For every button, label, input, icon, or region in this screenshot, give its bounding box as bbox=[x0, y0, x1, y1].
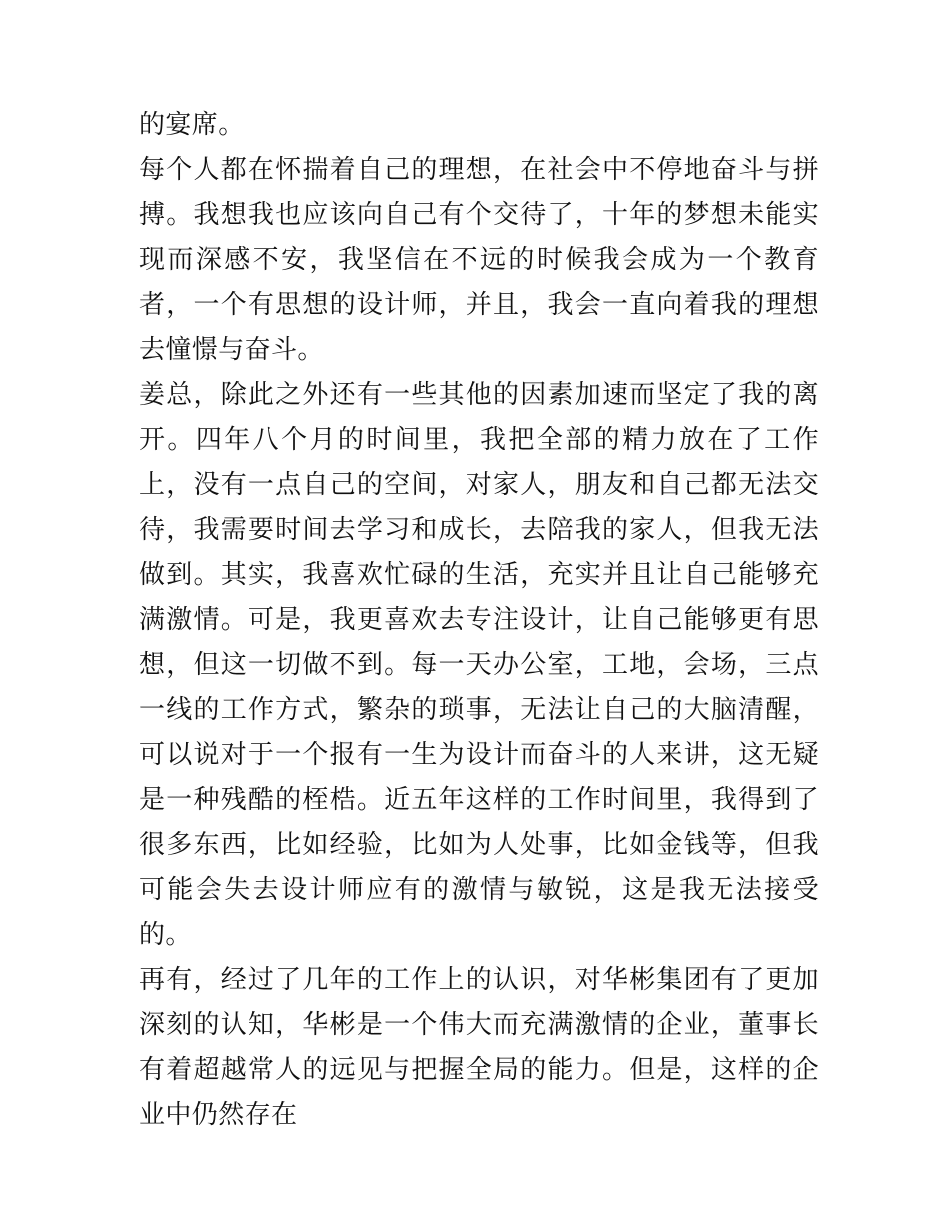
paragraph-company-understanding: 再有，经过了几年的工作上的认识，对华彬集团有了更加深刻的认知，华彬是一个伟大而充满激情的企业，董事长有着超越常人的远见与把握全局的能力。但是，这样的企业中仍然存在 bbox=[139, 965, 819, 1130]
paragraph-banquet-ending: 的宴席。 bbox=[139, 110, 245, 140]
paragraph-ideals: 每个人都在怀揣着自己的理想，在社会中不停地奋斗与拼搏。我想我也应该向自己有个交待了，十年的梦想未能实现而深感不安，我坚信在不远的时候我会成为一个教育者，一个有思想的设计师，并且，我会一直向着我的理想去憧憬与奋斗。 bbox=[139, 155, 819, 365]
paragraph-reasons-for-leaving: 姜总，除此之外还有一些其他的因素加速而坚定了我的离开。四年八个月的时间里，我把全部的精力放在了工作上，没有一点自己的空间，对家人，朋友和自己都无法交待，我需要时间去学习和成长，去陪我的家人，但我无法做到。其实，我喜欢忙碌的生活，充实并且让自己能够充满激情。可是，我更喜欢去专注设计，让自己能够更有思想，但这一切做不到。每一天办公室，工地，会场，三点一线的工作方式，繁杂的琐事，无法让自己的大脑清醒，可以说对于一个报有一生为设计而奋斗的人来讲，这无疑是一种残酷的桎梏。近五年这样的工作时间里，我得到了很多东西，比如经验，比如为人处事，比如金钱等，但我可能会失去设计师应有的激情与敏锐，这是我无法接受的。 bbox=[139, 380, 819, 950]
body-text bbox=[139, 103, 819, 1138]
